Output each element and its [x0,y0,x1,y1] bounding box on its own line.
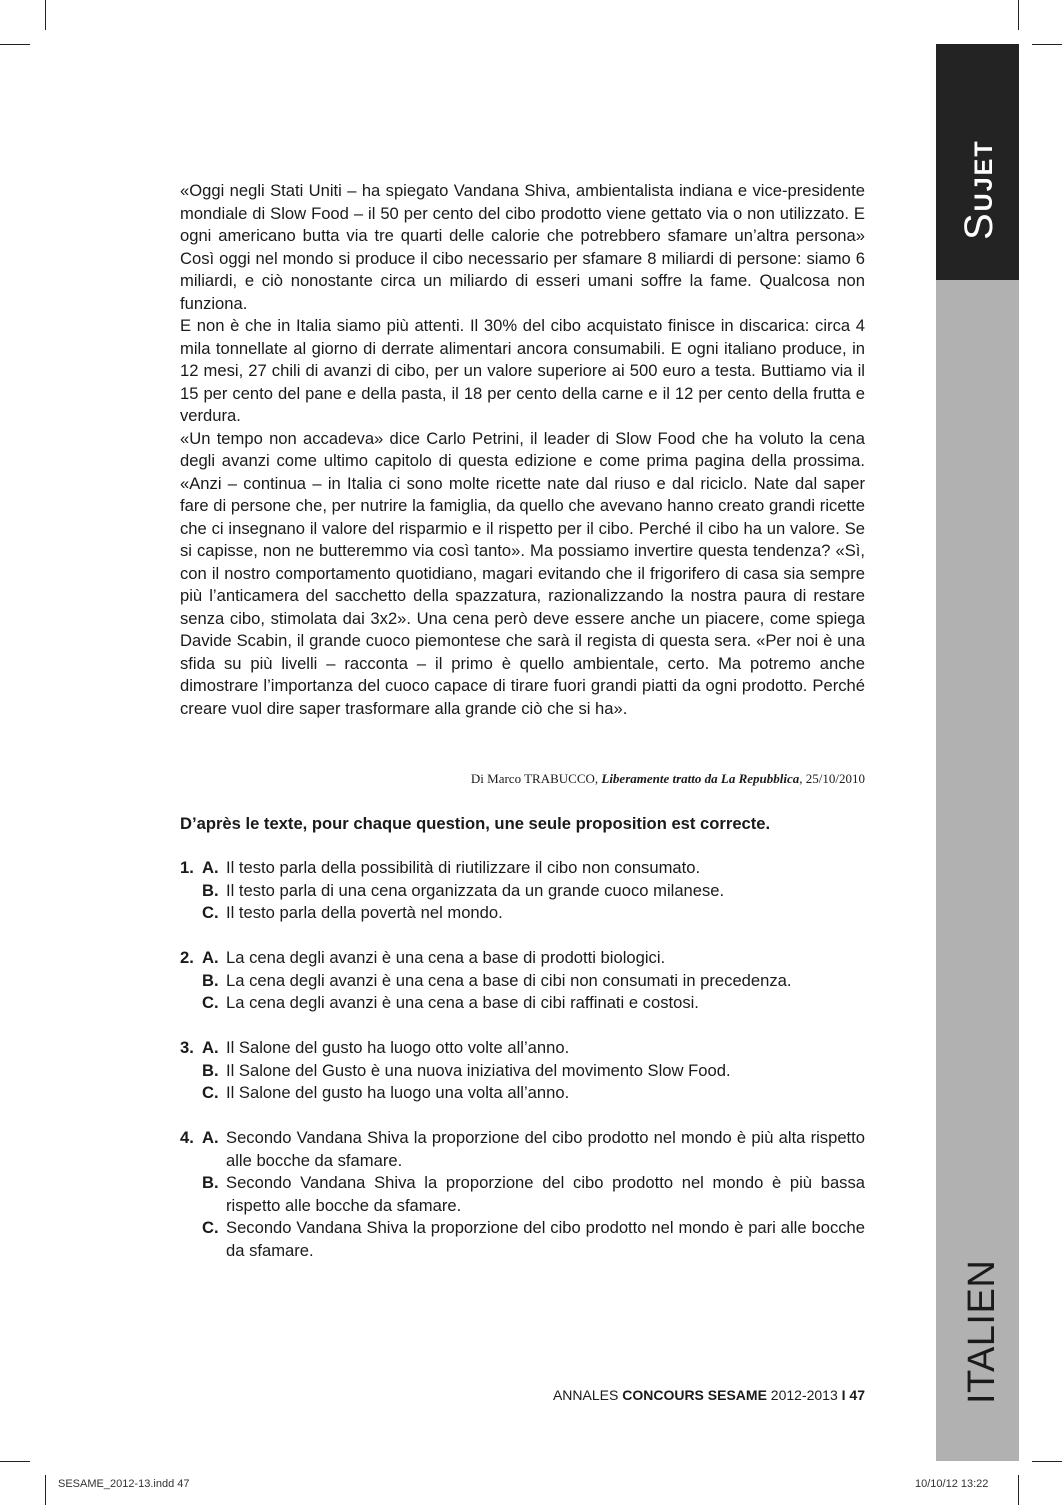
crop-mark [0,1461,30,1462]
instruction-heading: D’après le texte, pour chaque question, une seule proposition est correcte. [180,814,771,833]
question-1 [180,857,865,925]
crop-mark [1018,0,1019,30]
question-number: 2. [180,948,194,967]
crop-mark [1032,44,1062,45]
crop-mark [0,44,30,45]
slug-filename: SESAME_2012-13.indd 47 [58,1478,190,1490]
question-number: 4. [180,1128,194,1147]
option-3a: 3. A. Il Salone del gusto ha luogo otto volte all’anno. [180,1037,865,1060]
crop-mark [45,0,46,30]
option-4b: B. Secondo Vandana Shiva la proporzione del cibo prodotto nel mondo è più bassa rispetto alle bocche da sfamare. [202,1173,865,1215]
article-paragraph: «Un tempo non accadeva» dice Carlo Petrini, il leader di Slow Food che ha voluto la cena degli avanzi come ultimo capitolo di questa edizione e come prima pagina della prossima. «Anzi – continua – in Italia ci sono molte ricette nate dal riuso e dal riciclo. Nate dal saper fare di persone che, per nutrire la famiglia, da quello che avevano hanno creato grandi ricette che ci insegnano il valore del risparmio e il rispetto per il cibo. Perché il cibo ha un valore. Se si capisse, non ne butteremmo via così tanto». Ma possiamo invertire questa tendenza? «Sì, con il nostro comportamento quotidiano, magari evitando che il frigorifero di casa sia sempre più l’anticamera del sacchetto della spazzatura, razionalizzando la nostra paura di restare senza cibo, stimolata dai 3x2». Una cena però deve essere anche un piacere, come spiega Davide Scabin, il grande cuoco piemontese che sarà il regista di questa sera. «Per noi è una sfida su più livelli – racconta – il primo è quello ambientale, certo. Ma potremo anche dimostrare l’importanza del cuoco capace di tirare fuori grandi piatti da ogni prodotto. Perché creare vuol dire saper trasformare alla grande ciò che si ha». [180,428,865,718]
crop-mark [1018,1475,1019,1505]
language-label: ITALIEN [961,1259,1003,1404]
option-1c: C. Il testo parla della povertà nel mondo. [202,903,503,922]
option-4a: 4. A. Secondo Vandana Shiva la proporzione del cibo prodotto nel mondo è più alta rispetto alle bocche da sfamare. [180,1127,865,1172]
question-number: 1. [180,858,194,877]
crop-mark [45,1475,46,1505]
article-attribution: Di Marco TRABUCCO, Liberamente tratto da La Repubblica, 25/10/2010 [470,771,865,786]
question-3 [180,1037,865,1105]
question-number: 3. [180,1038,194,1057]
option-2b: B. La cena degli avanzi è una cena a base di cibi non consumati in precedenza. [202,970,792,990]
section-label: SUJET [957,139,1001,240]
slug-datetime: 10/10/12 13:22 [915,1478,989,1490]
option-3b: B. Il Salone del Gusto è una nuova iniziativa del movimento Slow Food. [202,1060,731,1080]
question-2 [180,947,865,1015]
option-1a: 1. A. Il testo parla della possibilità di riutilizzare il cibo non consumato. [180,857,865,880]
question-4 [180,1127,865,1262]
option-4c: C. Secondo Vandana Shiva la proporzione del cibo prodotto nel mondo è pari alle bocche da sfamare. [202,1218,865,1260]
option-2a: 2. A. La cena degli avanzi è una cena a base di prodotti biologici. [180,947,865,970]
crop-mark [1032,1461,1062,1462]
article-paragraph: «Oggi negli Stati Uniti – ha spiegato Vandana Shiva, ambientalista indiana e vice-presidente mondiale di Slow Food – il 50 per cento del cibo prodotto viene gettato via o non utilizzato. E ogni americano butta via tre quarti delle calorie che potrebbero sfamare un’altra persona» Così oggi nel mondo si produce il cibo necessario per sfamare 8 miliardi di persone: siamo 6 miliardi, e ciò nonostante circa un miliardo di esseri umani soffre la fame. Qualcosa non funziona. [180,181,865,313]
article-paragraph: E non è che in Italia siamo più attenti. Il 30% del cibo acquistato finisce in discarica: circa 4 mila tonnellate al giorno di derrate alimentari ancora consumabili. E ogni italiano produce, in 12 mesi, 27 chili di avanzi di cibo, per un valore superiore ai 500 euro a testa. Buttiamo via il 15 per cento del pane e della pasta, il 18 per cento della carne e il 12 per cento della frutta e verdura. [180,316,865,425]
option-2c: C. La cena degli avanzi è una cena a base di cibi raffinati e costosi. [202,993,699,1012]
page-footer: ANNALES CONCOURS SESAME 2012-2013 I 47 [552,1387,865,1403]
question-list [180,857,865,1285]
article-text [180,180,865,720]
option-1b: B. Il testo parla di una cena organizzata da un grande cuoco milanese. [202,880,725,900]
option-3c: C. Il Salone del gusto ha luogo una volta all’anno. [202,1083,570,1102]
